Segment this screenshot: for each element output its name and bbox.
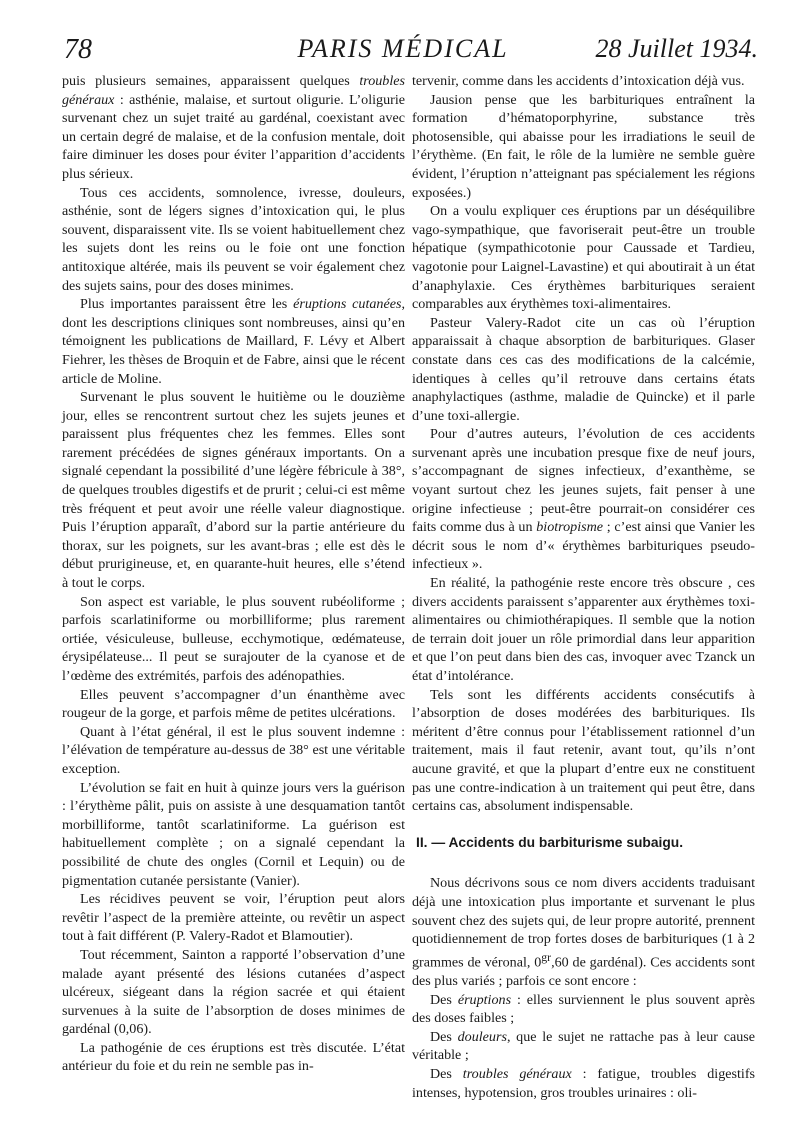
paragraph: Jausion pense que les barbituriques entraînent la formation d’hématoporphyrine, substance très photosensible, qui abaisse pour les irradiations le seuil de l’érythème. (En fait, le rôle de la lumière ne semble guère évident, l’éruption n’atteignant pas spécialement les régions exposées.) [412,91,755,201]
paragraph: On a voulu expliquer ces éruptions par un déséquilibre vago-sympathique, que favoriserait peut-être un trouble hépatique (sympathicotonie pour Caussade et Tardieu, vagotonie pour Laignel-Lavastine) et qui aboutirait à un état d’anaphylaxie. Ces érythèmes barbituriques seraient comparables aux érythèmes toxi-alimentaires. [412,203,755,313]
right-column [412,72,755,1102]
paragraph: Pasteur Valery-Radot cite un cas où l’éruption apparaissait à chaque absorption de barbituriques. Glaser constate dans ces cas des modifications de la calcémie, identiques à celles qu’il retrouve dans certains états anaphylactiques (asthme, maladie de Quincke) et il parle d’une toxi-allergie. [412,314,755,424]
section-heading: II. — Accidents du barbiturisme subaigu. [416,834,684,850]
paragraph: Tous ces accidents, somnolence, ivresse, douleurs, asthénie, sont de légers signes d’intoxication qui, le plus souvent, disparaissent vite. Ils se voient habituellement chez les sujets dont les reins ou le foie ont une fonction antitoxique altérée, mais ils peuvent se voir également chez des sujets sains, pour des doses minimes. [62,184,405,294]
issue-date: 28 Juillet 1934. [595,34,758,63]
paragraph: Tout récemment, Sainton a rapporté l’observation d’une malade ayant présenté des lésions cutanées d’aspect ulcéreux, siégeant dans la région sacrée et qui étaient survenues à la suite de l’absorption de doses minimes de gardénal (0,06). [62,946,405,1038]
journal-title: PARIS MÉDICAL [297,34,509,63]
paragraph: Tels sont les différents accidents consécutifs à l’absorption de doses modérées des barbituriques. Ils méritent d’être connus pour l’établissement rationnel d’un traitement, mais il faut retenir, avant tout, qu’ils n’ont aucune gravité, et que la plupart d’entre eux ne constituent pas une contre-indication à un traitement qui peut être, dans certains cas, absolument indispensable. [412,686,755,815]
paragraph: Nous décrivons sous ce nom divers accidents traduisant déjà une intoxication plus importante et survenant le plus souvent chez des sujets qui, de leur propre autorité, prennent quotidiennement de trop fortes doses de barbituriques (1 à 2 grammes de véronal, $0^{gr},60$ de gardénal). Ces accidents sont des plus variés ; parfois ce sont encore : [412,875,755,989]
paragraph: Des éruptions : elles surviennent le plus souvent après des doses faibles ; [412,991,755,1027]
page-number: 78 [64,34,92,65]
paragraph: Les récidives peuvent se voir, l’éruption peut alors revêtir l’aspect de la première atteinte, ou revêtir un aspect tout à fait différent (P. Valery-Radot et Blamoutier). [62,891,405,945]
paragraph: En réalité, la pathogénie reste encore très obscure , ces divers accidents paraissent s’apparenter aux érythèmes toxi-alimentaires ou chimiothérapiques. Il semble que la notion de terrain doit jouer un rôle primordial dans leur apparition et que l’on peut dans bien des cas, invoquer avec Tzanck un état d’intolérance. [412,575,755,684]
paragraph: Plus importantes paraissent être les éruptions cutanées, dont les descriptions cliniques sont nombreuses, ainsi qu’en témoignent les publications de Maillard, F. Lévy et Albert Fiehrer, les thèses de Broquin et de Fabre, ainsi que le récent article de Moline. [62,296,406,387]
paragraph: La pathogénie de ces éruptions est très discutée. L’état antérieur du foie et du rein ne semble pas in- [62,1039,405,1075]
paragraph: L’évolution se fait en huit à quinze jours vers la guérison : l’érythème pâlit, puis on assiste à une desquamation tantôt morbilliforme, tantôt scarlatiniforme. La guérison est habituellement complète ; on a signalé cependant la possibilité de chute des ongles (Cornil et Lequin) ou de pigmentation cutanée persistante (Vanier). [62,779,405,889]
paragraph: Son aspect est variable, le plus souvent rubéoliforme ; parfois scarlatiniforme ou morbilliforme; plus rarement ortiée, vésiculeuse, bulleuse, ecchymotique, œdémateuse, érysipélateuse... Il peut se surajouter de la cyanose et de l’œdème des extrémités, parfois des adénopathies. [62,593,405,684]
paragraph: Quant à l’état général, il est le plus souvent indemne : l’élévation de température au-dessus de 38° est une véritable exception. [62,723,405,777]
paragraph: Survenant le plus souvent le huitième ou le douzième jour, elles se rencontrent surtout chez les sujets jeunes et paraissent plus fréquentes chez les femmes. Elles sont rarement précédées de signes généraux importants. On a signalé cependant la possibilité d’une légère fébricule à 38°, de quelques troubles digestifs et de prurit ; celui-ci est même très fréquent et peut avoir une réelle valeur diagnostique. Puis l’éruption apparaît, d’abord sur la partie antérieure du thorax, sur les poignets, sur les avant-bras ; elle est dès le début prurigineuse, et, en quarante-huit heures, elle s’étend à tout le corps. [62,389,405,592]
paragraph: Pour d’autres auteurs, l’évolution de ces accidents survenant après une incubation presque fixe de neuf jours, s’accompagnant de signes infectieux, d’exanthème, se voyant surtout chez les jeunes sujets, fait penser à une origine infectieuse ; peut-être pourrait-on considérer ces faits comme dus à un biotropisme ; c’est ainsi que Vanier les décrit sous le nom d’« érythèmes barbituriques pseudo-infectieux ». [412,426,755,573]
paragraph: tervenir, comme dans les accidents d’intoxication déjà vus. [412,73,745,89]
paragraph: puis plusieurs semaines, apparaissent quelques troubles généraux : asthénie, malaise, et surtout oligurie. L’oligurie survenant chez un sujet traité au gardénal, coexistant avec un certain degré de malaise, et de la confusion mentale, doit faire diminuer les doses pour éviter l’apparition d’accidents plus sérieux. [62,73,405,182]
page-header [48,24,758,68]
paragraph: Des douleurs, que le sujet ne rattache pas à leur cause véritable ; [412,1028,755,1064]
left-column [62,72,405,1076]
paragraph: Des troubles généraux : fatigue, troubles digestifs intenses, hypotension, gros troubles urinaires : oli- [412,1065,755,1101]
paragraph: Elles peuvent s’accompagner d’un énanthème avec rougeur de la gorge, et parfois même de petites ulcérations. [62,686,405,722]
